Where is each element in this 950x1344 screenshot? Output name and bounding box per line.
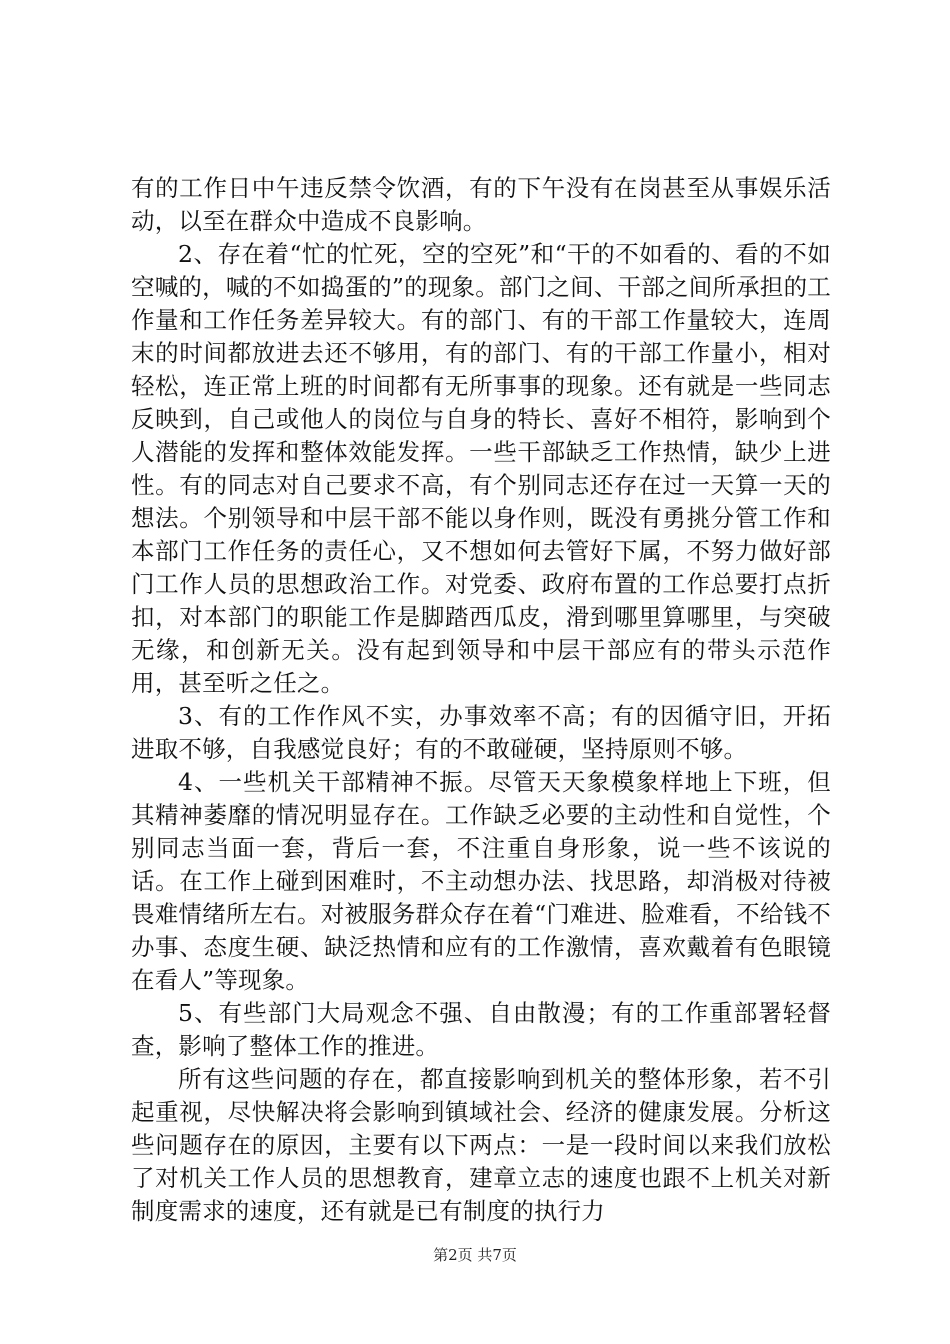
paragraph-item-5: 5、有些部门大局观念不强、自由散漫；有的工作重部署轻督查，影响了整体工作的推进。	[131, 999, 831, 1060]
paragraph-item-2: 2、存在着“忙的忙死，空的空死”和“干的不如看的、看的不如空喊的，喊的不如捣蛋的”的现象。部门之间、干部之间所承担的工作量和工作任务差异较大。有的部门、有的干部工作量较大，连周末的时间都放进去还不够用，有的部门、有的干部工作量小，相对轻松，连正常上班的时间都有无所事事的现象。还有就是一些同志反映到，自己或他人的岗位与自身的特长、喜好不相符，影响到个人潜能的发挥和整体效能发挥。一些干部缺乏工作热情，缺少上进性。有的同志对自己要求不高，有个别同志还存在过一天算一天的想法。个别领导和中层干部不能以身作则，既没有勇挑分管工作和本部门工作任务的责任心，又不想如何去管好下属，不努力做好部门工作人员的思想政治工作。对党委、政府布置的工作总要打点折扣，对本部门的职能工作是脚踏西瓜皮，滑到哪里算哪里，与突破无缘，和创新无关。没有起到领导和中层干部应有的带头示范作用，甚至听之任之。	[131, 240, 831, 697]
page-number-label: 第2页 共7页	[433, 1246, 517, 1264]
paragraph-continuation: 有的工作日中午违反禁令饮酒，有的下午没有在岗甚至从事娱乐活动，以至在群众中造成不良影响。	[131, 174, 831, 235]
document-body	[131, 172, 831, 1228]
page-footer	[0, 1244, 950, 1265]
paragraph-item-3: 3、有的工作作风不实，办事效率不高；有的因循守旧，开拓进取不够，自我感觉良好；有的不敢碰硬，坚持原则不够。	[131, 702, 831, 763]
paragraph-item-4: 4、一些机关干部精神不振。尽管天天象模象样地上下班，但其精神萎靡的情况明显存在。工作缺乏必要的主动性和自觉性，个别同志当面一套，背后一套，不注重自身形象，说一些不该说的话。在工作上碰到困难时，不主动想办法、找思路，却消极对待被畏难情绪所左右。对被服务群众存在着“门难进、脸难看，不给钱不办事、态度生硬、缺泛热情和应有的工作激情，喜欢戴着有色眼镜在看人”等现象。	[131, 768, 831, 994]
paragraph-summary: 所有这些问题的存在，都直接影响到机关的整体形象，若不引起重视，尽快解决将会影响到镇域社会、经济的健康发展。分析这些问题存在的原因，主要有以下两点：一是一段时间以来我们放松了对机关工作人员的思想教育，建章立志的速度也跟不上机关对新制度需求的速度，还有就是已有制度的执行力	[131, 1065, 831, 1225]
